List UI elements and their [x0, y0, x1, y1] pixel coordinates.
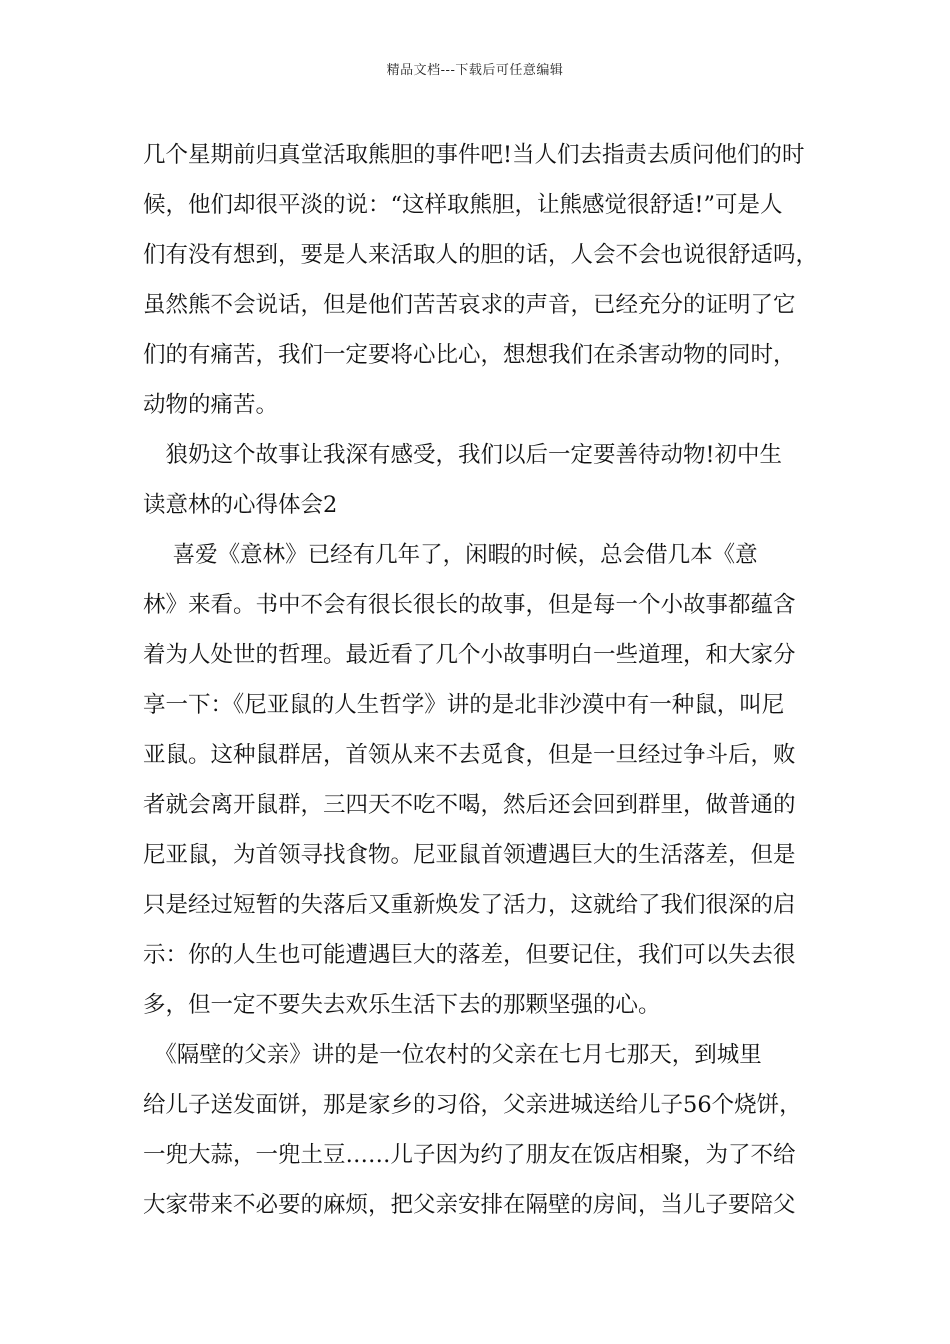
text-line: 示：你的人生也可能遭遇巨大的落差，但要记住，我们可以失去很	[143, 942, 796, 968]
text-line: 喜爱《意林》已经有几年了，闲暇的时候，总会借几本《意	[143, 542, 758, 568]
text-line: 们有没有想到，要是人来活取人的胆的话，人会不会也说很舒适吗，	[143, 242, 819, 268]
text-line: 亚鼠。这种鼠群居，首领从来不去觅食，但是一旦经过争斗后，败	[143, 742, 796, 768]
text-line: 狼奶这个故事让我深有感受，我们以后一定要善待动物!初中生	[143, 442, 783, 468]
text-line: 《隔壁的父亲》讲的是一位农村的父亲在七月七那天，到城里	[143, 1042, 762, 1068]
text-line: 享一下：《尼亚鼠的人生哲学》讲的是北非沙漠中有一种鼠，叫尼	[143, 692, 785, 718]
document-body	[143, 130, 823, 1230]
text-line: 者就会离开鼠群，三四天不吃不喝，然后还会回到群里，做普通的	[143, 792, 796, 818]
text-line: 多，但一定不要失去欢乐生活下去的那颗坚强的心。	[143, 992, 661, 1018]
text-line: 尼亚鼠，为首领寻找食物。尼亚鼠首领遭遇巨大的生活落差，但是	[143, 842, 796, 868]
page-header: 精品文档---下载后可任意编辑	[386, 63, 564, 78]
text-line: 林》来看。书中不会有很长很长的故事，但是每一个小故事都蕴含	[143, 592, 796, 618]
text-line: 大家带来不必要的麻烦，把父亲安排在隔壁的房间，当儿子要陪父	[143, 1192, 796, 1218]
text-line: 读意林的心得体会2	[143, 492, 338, 518]
text-line: 给儿子送发面饼，那是家乡的习俗，父亲进城送给儿子56个烧饼，	[143, 1092, 802, 1118]
text-line: 一兜大蒜，一兜土豆……儿子因为约了朋友在饭店相聚，为了不给	[143, 1142, 796, 1168]
text-line: 虽然熊不会说话，但是他们苦苦哀求的声音，已经充分的证明了它	[143, 292, 796, 318]
text-line: 几个星期前归真堂活取熊胆的事件吧!当人们去指责去质问他们的时	[143, 142, 805, 168]
text-line: 动物的痛苦。	[143, 392, 279, 418]
text-line: 们的有痛苦，我们一定要将心比心，想想我们在杀害动物的同时，	[143, 342, 796, 368]
text-line: 只是经过短暂的失落后又重新焕发了活力，这就给了我们很深的启	[143, 892, 796, 918]
text-line: 着为人处世的哲理。最近看了几个小故事明白一些道理，和大家分	[143, 642, 796, 668]
text-line: 候，他们却很平淡的说：“这样取熊胆，让熊感觉很舒适!”可是人	[143, 192, 783, 218]
